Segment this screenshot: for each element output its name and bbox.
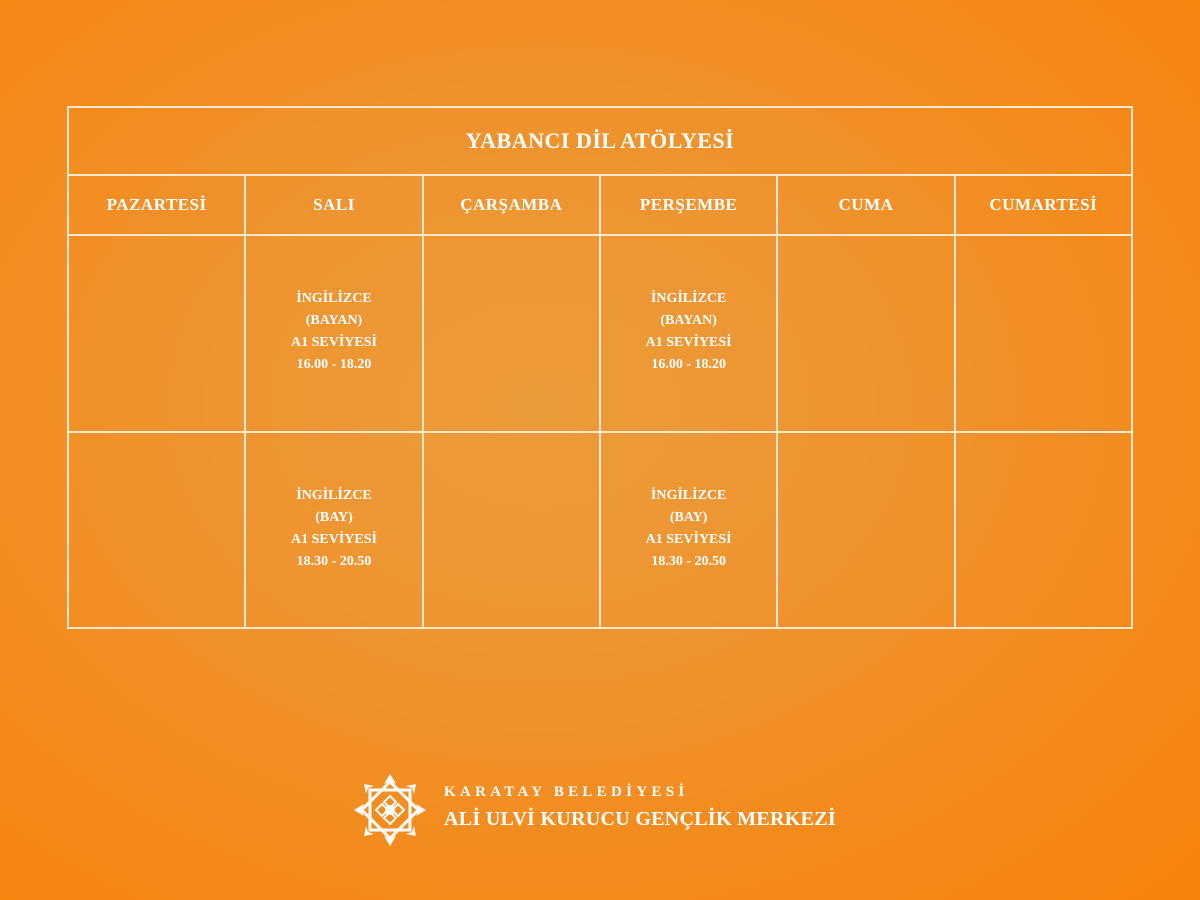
course-level: A1 SEVİYESİ	[291, 531, 377, 547]
slot-monday-1	[68, 235, 245, 431]
slot-tuesday-2	[245, 432, 422, 628]
slot-saturday-1	[955, 235, 1132, 431]
course-name: İNGİLİZCE	[650, 487, 727, 503]
day-header-wednesday: ÇARŞAMBA	[423, 175, 600, 235]
day-header-monday: PAZARTESİ	[68, 175, 245, 235]
course-level: A1 SEVİYESİ	[291, 335, 377, 351]
slot-saturday-2	[955, 432, 1132, 628]
course-time: 18.30 - 20.50	[651, 553, 726, 569]
course-time: 16.00 - 18.20	[651, 357, 726, 373]
course-group: (BAYAN)	[305, 313, 363, 329]
slot-wednesday-1	[423, 235, 600, 431]
schedule-row-2	[68, 432, 1132, 628]
schedule-table	[67, 106, 1133, 629]
course-level: A1 SEVİYESİ	[645, 335, 732, 351]
day-header-friday: CUMA	[777, 175, 954, 235]
footer-branding	[352, 770, 872, 850]
day-header-row	[68, 175, 1132, 235]
course-time: 16.00 - 18.20	[296, 357, 372, 373]
course-level: A1 SEVİYESİ	[645, 531, 732, 547]
course-name: İNGİLİZCE	[296, 291, 372, 307]
course-time: 18.30 - 20.50	[296, 553, 372, 569]
schedule-title: YABANCI DİL ATÖLYESİ	[68, 107, 1132, 175]
day-header-tuesday: SALI	[245, 175, 422, 235]
slot-friday-1	[777, 235, 954, 431]
title-row	[68, 107, 1132, 175]
slot-tuesday-1	[245, 235, 422, 431]
slot-friday-2	[777, 432, 954, 628]
slot-thursday-1	[600, 235, 777, 431]
geometric-star-logo-icon	[352, 772, 428, 848]
organization-name: KARATAY BELEDİYESİ	[444, 784, 689, 800]
slot-wednesday-2	[423, 432, 600, 628]
center-name: ALİ ULVİ KURUCU GENÇLİK MERKEZİ	[444, 808, 836, 830]
slot-monday-2	[68, 432, 245, 628]
course-group: (BAY)	[315, 509, 353, 525]
slot-thursday-2	[600, 432, 777, 628]
course-name: İNGİLİZCE	[650, 291, 727, 307]
course-group: (BAYAN)	[660, 313, 717, 329]
day-header-saturday: CUMARTESİ	[955, 175, 1132, 235]
day-header-thursday: PERŞEMBE	[600, 175, 777, 235]
schedule-row-1	[68, 235, 1132, 431]
course-name: İNGİLİZCE	[296, 487, 372, 503]
course-group: (BAY)	[669, 509, 708, 525]
